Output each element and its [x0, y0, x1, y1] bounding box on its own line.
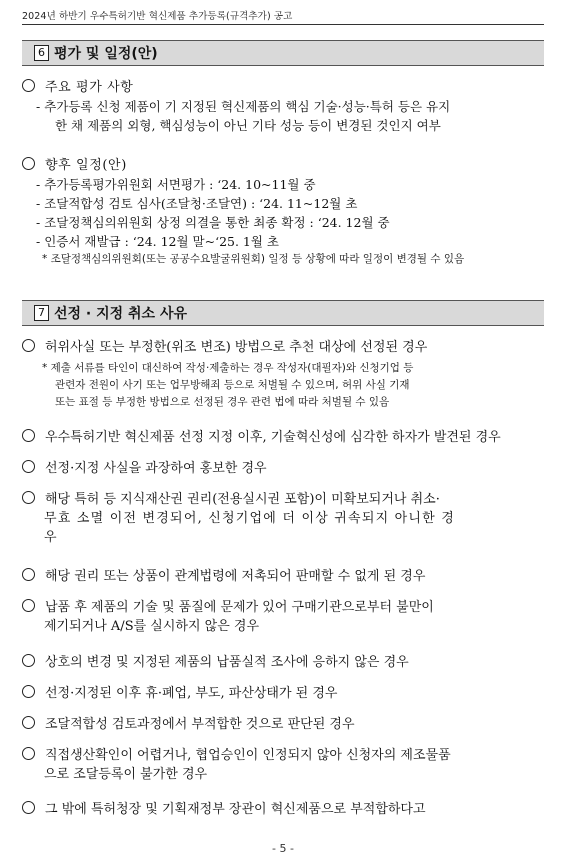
cancellation-note [22, 360, 548, 411]
page-number: - 5 - [272, 842, 294, 855]
section-6-number: 6 [34, 45, 49, 61]
cancellation-text: 무효 소멸 이전 변경되어, 신청기업에 더 이상 귀속되지 아니한 경 [44, 511, 456, 526]
circle-bullet-icon [22, 491, 35, 504]
cancellation-item [22, 459, 548, 478]
circle-bullet-icon [22, 747, 35, 760]
cancellation-item [22, 800, 548, 819]
schedule-block [22, 156, 548, 268]
schedule-item: - 조달정책심의위원회 상정 의결을 통한 최종 확정 : ‘24. 12월 중 [36, 215, 390, 230]
circle-bullet-icon [22, 685, 35, 698]
document-header: 2024년 하반기 우수특허기반 혁신제품 추가등록(규격추가) 공고 [22, 11, 293, 22]
evaluation-criteria-block [22, 78, 548, 135]
header-divider [22, 24, 544, 25]
circle-bullet-icon [22, 654, 35, 667]
circle-bullet-icon [22, 429, 35, 442]
schedule-item: - 인증서 재발급 : ‘24. 12월 말~‘25. 1월 초 [36, 234, 280, 249]
cancellation-text: 우 [44, 530, 57, 545]
circle-bullet-icon [22, 568, 35, 581]
cancellation-text: 조달적합성 검토과정에서 부적합한 것으로 판단된 경우 [45, 717, 355, 732]
section-7-title: 선정 · 지정 취소 사유 [54, 306, 188, 322]
criteria-line-1: - 추가등록 신청 제품이 기 지정된 혁신제품의 핵심 기술·성능·특허 등은 유지 [36, 99, 451, 114]
section-7-heading [22, 300, 544, 326]
circle-bullet-icon [22, 801, 35, 814]
cancellation-text: 제기되거나 A/S를 실시하지 않은 경우 [44, 619, 260, 634]
note-line: 관련자 전원이 사기 또는 업무방해죄 등으로 처벌될 수 있으며, 허위 사실 기재 [55, 379, 410, 391]
section-6-title: 평가 및 일정(안) [54, 46, 158, 62]
schedule-title: 향후 일정(안) [45, 158, 127, 173]
cancellation-item [22, 598, 548, 636]
circle-bullet-icon [22, 339, 35, 352]
cancellation-text: 상호의 변경 및 지정된 제품의 납품실적 조사에 응하지 않은 경우 [45, 655, 409, 670]
cancellation-text: 우수특허기반 혁신제품 선정 지정 이후, 기술혁신성에 심각한 하자가 발견된 경우 [45, 430, 501, 445]
cancellation-item [22, 653, 548, 672]
circle-bullet-icon [22, 79, 35, 92]
criteria-line-2: 한 채 제품의 외형, 핵심성능이 아닌 기타 성능 등이 변경된 것인지 여부 [55, 118, 441, 133]
cancellation-item [22, 567, 548, 586]
cancellation-item [22, 490, 548, 547]
cancellation-text: 직접생산확인이 어렵거나, 협업승인이 인정되지 않아 신청자의 제조물품 [45, 748, 451, 763]
circle-bullet-icon [22, 157, 35, 170]
cancellation-item [22, 684, 548, 703]
cancellation-text: 해당 권리 또는 상품이 관계법령에 저촉되어 판매할 수 없게 된 경우 [45, 569, 426, 584]
criteria-title: 주요 평가 사항 [45, 80, 134, 95]
circle-bullet-icon [22, 599, 35, 612]
schedule-note: * 조달정책심의위원회(또는 공공수요발굴위원회) 일정 등 상황에 따라 일정이 변경될 수 있음 [42, 253, 465, 265]
cancellation-text: 선정·지정된 이후 휴·폐업, 부도, 파산상태가 된 경우 [45, 686, 338, 701]
schedule-item: - 조달적합성 검토 심사(조달청·조달연) : ‘24. 11~12월 초 [36, 196, 358, 211]
cancellation-text: 그 밖에 특허청장 및 기획재정부 장관이 혁신제품으로 부적합하다고 [45, 802, 426, 817]
cancellation-text: 해당 특허 등 지식재산권 권리(전용실시권 포함)이 미확보되거나 취소· [45, 492, 440, 507]
cancellation-text: 선정·지정 사실을 과장하여 홍보한 경우 [45, 461, 267, 476]
cancellation-text: 허위사실 또는 부정한(위조 변조) 방법으로 추천 대상에 선정된 경우 [45, 340, 428, 355]
cancellation-item [22, 746, 548, 784]
schedule-item: - 추가등록평가위원회 서면평가 : ‘24. 10~11월 중 [36, 177, 316, 192]
note-line: * 제출 서류를 타인이 대신하여 작성·제출하는 경우 작성자(대필자)와 신청기업 등 [42, 362, 414, 374]
section-6-heading [22, 40, 544, 66]
cancellation-item [22, 428, 548, 447]
cancellation-item [22, 715, 548, 734]
cancellation-text: 으로 조달등록이 불가한 경우 [44, 767, 208, 782]
cancellation-item [22, 338, 548, 357]
section-7-number: 7 [34, 305, 49, 321]
cancellation-text: 납품 후 제품의 기술 및 품질에 문제가 있어 구매기관으로부터 불만이 [45, 600, 434, 615]
circle-bullet-icon [22, 716, 35, 729]
circle-bullet-icon [22, 460, 35, 473]
note-line: 또는 표절 등 부정한 방법으로 선정된 경우 관련 법에 따라 처벌될 수 있음 [55, 396, 390, 408]
